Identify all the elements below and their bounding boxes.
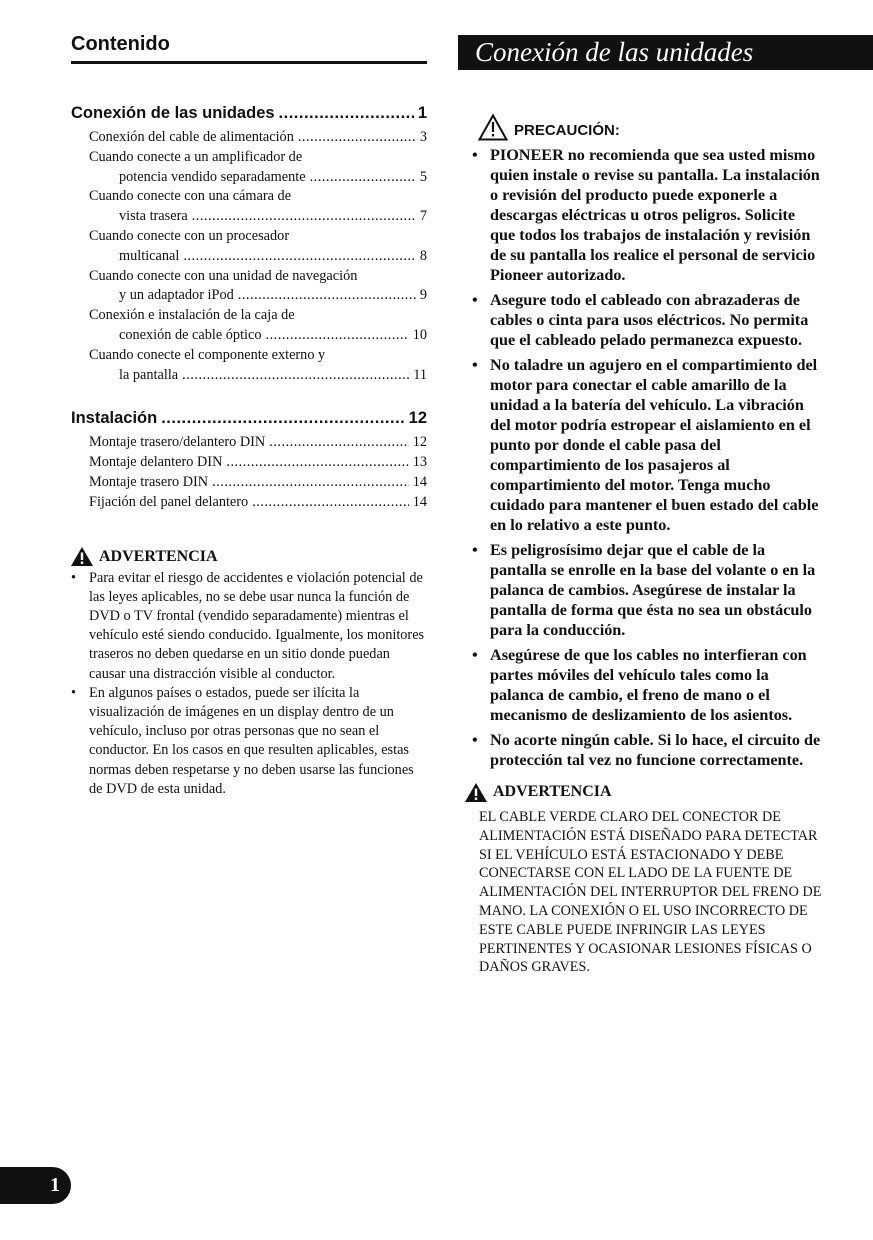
toc-entry-text: Conexión del cable de alimentación [89,129,294,145]
toc-heading-title: Conexión de las unidades [71,104,275,122]
toc-entry-text: Cuando conecte el componente externo y [89,346,326,363]
toc-entry-page: 11 [413,366,427,383]
toc-entry-text-cont: vista trasera [119,208,188,225]
warning-item: • En algunos países o estados, puede ser ilícita la visualización de imágenes en un display dentro de un vehículo, incluso por otras personas que no sean el conductor. En los casos en que resulten aplicables, estas normas deben respetarse y no deben usarse las funciones de DVD de esta unidad. [71,684,427,799]
toc-section-installation [71,407,427,512]
caution-title: PRECAUCIÓN: [514,122,620,139]
toc-entry[interactable] [71,187,427,227]
left-column [71,30,427,799]
toc-entry[interactable] [71,493,427,513]
toc-heading[interactable] [71,407,427,429]
leader-dots [161,407,404,429]
page-number: 1 [50,1174,60,1196]
warning-heading [465,782,825,802]
caution-item: • Es peligrosísimo dejar que el cable de la pantalla se enrolle en la base del volante o en la palanca de cambios. Asegúrese de instalar la pantalla de forma que ésta no sea un obstáculo para la conducción. [466,540,823,640]
toc-entry-page: 7 [419,208,427,225]
toc-entry-page: 14 [412,473,427,490]
toc-entry-text-cont: conexión de cable óptico [119,326,262,343]
toc-entry-page: 10 [412,326,427,343]
toc-entry-text: Conexión e instalación de la caja de [89,307,295,324]
leader-dots [298,128,416,148]
warning-box-right [458,782,825,977]
toc-entry-page: 9 [419,287,427,304]
leader-dots [310,168,416,188]
toc-entry-text: Cuando conecte con una unidad de navegación [89,267,358,284]
warning-triangle-icon [71,547,93,566]
toc-entry[interactable] [71,128,427,148]
page-number-tab [0,1167,71,1204]
toc-section-connection [71,102,427,385]
toc-entry-page: 8 [419,247,427,264]
warning-box-left [71,547,427,799]
toc-entry-page: 14 [412,493,427,510]
toc-heading[interactable] [71,102,427,124]
warning-title: ADVERTENCIA [99,547,218,565]
warning-list [71,569,427,799]
toc-entry-text: Cuando conecte con una cámara de [89,188,292,205]
warning-item: • Para evitar el riesgo de accidentes e violación potencial de las leyes aplicables, no se debe usar nunca la función de DVD o TV frontal (vendido separadamente) mientras el vehículo esté siendo conducido. Igualmente, los monitores traseros no deben quedarse en un sitio donde puedan causar una distracción visible al conductor. [71,569,427,684]
toc-entry[interactable] [71,306,427,346]
toc-entry-page: 12 [412,434,427,451]
leader-dots [279,102,414,124]
toc-entry[interactable] [71,473,427,493]
caution-heading [466,114,823,141]
leader-dots [252,493,409,513]
toc-heading-page: 12 [408,409,427,428]
toc-entry-page: 5 [419,168,427,185]
toc-entry-text: Cuando conecte a un amplificador de [89,148,303,165]
toc-entry-text-cont: potencia vendido separadamente [119,168,306,185]
caution-item: • No acorte ningún cable. Si lo hace, el circuito de protección tal vez no funcione correctamente. [466,730,823,770]
right-column [458,35,873,977]
toc-entry-text-cont: multicanal [119,247,180,264]
toc-entry[interactable] [71,148,427,188]
caution-item: • PIONEER no recomienda que sea usted mismo quien instale o revise su pantalla. La instalación o revisión del producto puede exponerle a descargas eléctricas u otros peligros. Solicite que todos los trabajos de instalación y revisión de su pantalla los realice el personal de servicio Pioneer autorizado. [466,145,823,285]
leader-dots [238,286,416,306]
warning-heading [71,547,427,567]
caution-item: • Asegúrese de que los cables no interfieran con partes móviles del vehículo tales como la palanca de cambio, el freno de mano o el mecanismo de deslizamiento de los asientos. [466,645,823,725]
toc-entry[interactable] [71,267,427,307]
leader-dots [212,473,409,493]
leader-dots [266,326,409,346]
warning-triangle-icon [465,783,487,802]
toc-entry[interactable] [71,433,427,453]
toc-entry-text: Montaje delantero DIN [89,454,223,471]
toc-entry-text-cont: la pantalla [119,366,179,383]
toc-entry-text: Montaje trasero/delantero DIN [89,434,266,451]
toc-entry-text: Fijación del panel delantero [89,493,249,510]
caution-box [458,114,823,770]
toc-entry-text: Montaje trasero DIN [89,473,209,490]
leader-dots [192,207,416,227]
toc-heading-title: Instalación [71,409,158,428]
warning-title: ADVERTENCIA [493,783,612,800]
caution-list [466,145,823,770]
toc-entry[interactable] [71,227,427,267]
leader-dots [182,366,409,386]
toc-entry-page: 3 [419,129,427,145]
toc-entry[interactable] [71,346,427,386]
toc-entry-text-cont: y un adaptador iPod [119,287,234,304]
toc-entry[interactable] [71,453,427,473]
toc-entry-text: Cuando conecte con un procesador [89,227,290,244]
caution-triangle-icon [478,114,508,141]
leader-dots [226,453,408,473]
section-banner: Conexión de las unidades [458,35,873,70]
caution-item: • Asegure todo el cableado con abrazaderas de cables o cinta para usos eléctricos. No permita que el cableado pelado permanezca expuesto. [466,290,823,350]
contents-title: Contenido [71,30,427,64]
caution-item: • No taladre un agujero en el compartimiento del motor para conectar el cable amarillo de la unidad a la batería del vehículo. La vibración del motor podría estropear el aislamiento en el punto por donde el cable pasa del compartimiento de los pasajeros al compartimiento del motor. Tenga mucho cuidado para mantener el buen estado del cable en lo relativo a este punto. [466,355,823,535]
warning-text: EL CABLE VERDE CLARO DEL CONECTOR DE ALIMENTACIÓN ESTÁ DISEÑADO PARA DETECTAR SI EL VEHÍCULO ESTÁ ESTACIONADO Y DEBE CONECTARSE CON EL LADO DE LA FUENTE DE ALIMENTACIÓN DEL INTERRUPTOR DEL FRENO DE MANO. LA CONEXIÓN O EL USO INCORRECTO DE ESTE CABLE PUEDE INFRINGIR LAS LEYES PERTINENTES Y OCASIONAR LESIONES FÍSICAS O DAÑOS GRAVES. [479,809,822,976]
leader-dots [183,247,416,267]
toc-heading-page: 1 [417,104,427,122]
toc-entry-page: 13 [412,454,427,471]
leader-dots [269,433,408,453]
